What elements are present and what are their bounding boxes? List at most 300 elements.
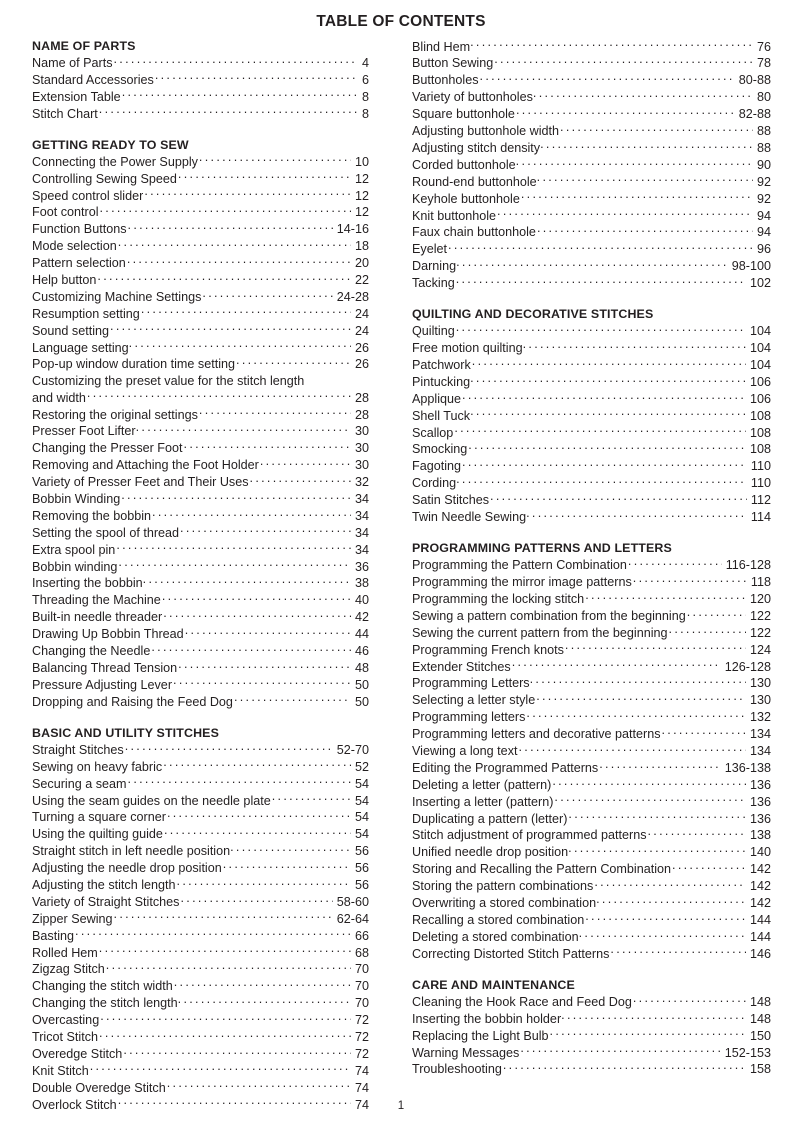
toc-entry-sewing-the-current-pattern-from-the-beginning[interactable] [412, 624, 771, 641]
toc-entry-title: Stitch adjustment of programmed patterns [412, 828, 647, 843]
dot-leader [99, 1028, 351, 1041]
toc-entry-title: Extra spool pin [32, 542, 116, 557]
toc-entry-title: Zipper Sewing [32, 911, 113, 926]
toc-entry-title: Resumption setting [32, 306, 140, 321]
toc-entry-title: Faux chain buttonhole [412, 225, 536, 240]
toc-entry-page: 76 [756, 39, 771, 54]
dot-leader [596, 894, 746, 907]
toc-entry-title: Storing the pattern combinations [412, 879, 594, 894]
toc-entry-language-setting[interactable] [32, 339, 369, 356]
toc-entry-title: Applique [412, 391, 462, 406]
toc-entry-resumption-setting[interactable] [32, 305, 369, 322]
section-heading-programming-patterns-and-letters: PROGRAMMING PATTERNS AND LETTERS [412, 541, 672, 556]
toc-entry-page: 54 [354, 776, 369, 791]
section-spacer [32, 122, 369, 137]
toc-entry-eyelet[interactable] [412, 241, 771, 258]
dot-leader [236, 356, 351, 369]
dot-leader [497, 207, 753, 220]
dot-leader [155, 71, 358, 84]
toc-entry-overedge-stitch[interactable] [32, 1045, 369, 1062]
toc-entry-smocking[interactable] [412, 441, 771, 458]
toc-entry-adjusting-buttonhole-width[interactable] [412, 122, 771, 139]
toc-entry-customizing-machine-settings[interactable] [32, 288, 369, 305]
toc-entry-bobbin-winding[interactable] [32, 558, 369, 575]
toc-entry-quilting[interactable] [412, 323, 771, 340]
toc-entry-balancing-thread-tension[interactable] [32, 659, 369, 676]
section-heading-quilting-and-decorative-stitches: QUILTING AND DECORATIVE STITCHES [412, 307, 654, 322]
toc-entry-scallop[interactable] [412, 424, 771, 441]
toc-entry-title: Help button [32, 272, 97, 287]
toc-entry-speed-control-slider[interactable] [32, 187, 369, 204]
toc-entry-page: 74 [354, 1063, 369, 1078]
toc-entry-selecting-a-letter-style[interactable] [412, 692, 771, 709]
dot-leader [585, 911, 746, 924]
toc-entry-page: 6 [361, 72, 369, 87]
toc-entry-darning[interactable] [412, 258, 771, 275]
toc-entry-title: Customizing the preset value for the stitch length [32, 373, 305, 388]
toc-entry-setting-the-spool-of-thread[interactable] [32, 524, 369, 541]
dot-leader [494, 55, 753, 68]
toc-entry-overcasting[interactable] [32, 1012, 369, 1029]
toc-entry-adjusting-stitch-density[interactable] [412, 139, 771, 156]
toc-entry-page: 134 [749, 744, 771, 759]
toc-entry-page: 130 [749, 693, 771, 708]
dot-leader [167, 809, 351, 822]
dot-leader [672, 861, 746, 874]
toc-entry-title: Standard Accessories [32, 72, 154, 87]
toc-entry-title: Buttonholes [412, 73, 479, 88]
toc-entry-title: Quilting [412, 324, 455, 339]
toc-entry-variety-of-presser-feet-and-their-uses[interactable] [32, 473, 369, 490]
toc-entry-continuation [32, 389, 369, 406]
dot-leader [118, 558, 351, 571]
toc-entry-page: 50 [354, 694, 369, 709]
dot-leader [568, 810, 746, 823]
toc-entry-page: 26 [354, 357, 369, 372]
toc-entry-programming-the-locking-stitch[interactable] [412, 590, 771, 607]
toc-entry-fagoting[interactable] [412, 458, 771, 475]
toc-entry-page: 98-100 [731, 259, 771, 274]
toc-entry-unified-needle-drop-position[interactable] [412, 844, 771, 861]
toc-entry-using-the-quilting-guide[interactable] [32, 826, 369, 843]
toc-entry-editing-the-programmed-patterns[interactable] [412, 759, 771, 776]
toc-entry-storing-the-pattern-combinations[interactable] [412, 878, 771, 895]
section-heading-getting-ready-to-sew: GETTING READY TO SEW [32, 137, 189, 152]
toc-entry-title: Removing and Attaching the Foot Holder [32, 458, 259, 473]
toc-entry-page: 118 [750, 575, 771, 590]
toc-column-right [401, 38, 802, 1078]
toc-entry-square-buttonhole[interactable] [412, 106, 771, 123]
dot-leader [151, 642, 351, 655]
toc-entry-page: 30 [354, 441, 369, 456]
dot-leader [184, 440, 351, 453]
toc-entry-page: 52-70 [336, 742, 369, 757]
toc-entry-double-overedge-stitch[interactable] [32, 1079, 369, 1096]
toc-entry-title: Inserting the bobbin [32, 576, 143, 591]
toc-entry-name-of-parts[interactable] [32, 54, 369, 71]
toc-entry-title: Threading the Machine [32, 593, 161, 608]
toc-entry-title: Cording [412, 476, 457, 491]
toc-entry-title: Presser Foot Lifter [32, 424, 136, 439]
dot-leader [454, 424, 746, 437]
toc-entry-title: Button Sewing [412, 56, 494, 71]
toc-entry-title: Pintucking [412, 374, 471, 389]
toc-entry-title: Programming the mirror image patterns [412, 575, 632, 590]
toc-entry-page: 12 [354, 205, 369, 220]
toc-entry-basting[interactable] [32, 927, 369, 944]
toc-entry-title: Controlling Sewing Speed [32, 171, 177, 186]
dot-leader [594, 878, 746, 891]
toc-entry-applique[interactable] [412, 390, 771, 407]
toc-entry-inserting-the-bobbin[interactable] [32, 575, 369, 592]
dot-leader [178, 170, 351, 183]
toc-entry-programming-letters[interactable] [412, 675, 771, 692]
toc-entry-restoring-the-original-settings[interactable] [32, 406, 369, 423]
toc-entry-page: 104 [749, 324, 771, 339]
toc-entry-page: 68 [354, 945, 369, 960]
dot-leader [520, 1044, 720, 1057]
toc-entry-title: Twin Needle Sewing [412, 510, 527, 525]
toc-entry-title: Turning a square corner [32, 810, 166, 825]
toc-entry-programming-french-knots[interactable] [412, 641, 771, 658]
dot-leader [100, 204, 351, 217]
toc-entry-changing-the-stitch-width[interactable] [32, 978, 369, 995]
dot-leader [123, 1045, 351, 1058]
toc-entry-dropping-and-raising-the-feed-dog[interactable] [32, 693, 369, 710]
toc-entry-page: 34 [354, 508, 369, 523]
toc-entry-title: Basting [32, 928, 75, 943]
toc-entry-pressure-adjusting-lever[interactable] [32, 676, 369, 693]
toc-entry-changing-the-presser-foot[interactable] [32, 440, 369, 457]
dot-leader [128, 221, 333, 234]
toc-entry-title: Mode selection [32, 239, 117, 254]
toc-entry-page: 78 [756, 56, 771, 71]
toc-entry-adjusting-the-stitch-length[interactable] [32, 876, 369, 893]
toc-entry-page: 14-16 [336, 222, 369, 237]
dot-leader [127, 255, 351, 268]
toc-entry-title: Satin Stitches [412, 493, 490, 508]
toc-entry-title: Balancing Thread Tension [32, 660, 178, 675]
dot-leader [250, 473, 351, 486]
dot-leader [128, 775, 351, 788]
toc-entry-title: Smocking [412, 442, 468, 457]
dot-leader [180, 524, 351, 537]
toc-entry-blind-hem[interactable] [412, 38, 771, 55]
toc-entry-page: 48 [354, 660, 369, 675]
toc-entry-page: 58-60 [336, 894, 369, 909]
toc-entry-title: Correcting Distorted Stitch Patterns [412, 946, 610, 961]
toc-entry-programming-letters-and-decorative-patterns[interactable] [412, 726, 771, 743]
toc-entry-corded-buttonhole[interactable] [412, 156, 771, 173]
dot-leader [90, 1062, 351, 1075]
toc-entry-page: 88 [756, 124, 771, 139]
dot-leader [100, 1012, 351, 1025]
dot-leader [162, 592, 351, 605]
dot-leader [536, 692, 746, 705]
toc-entry-title: Pressure Adjusting Lever [32, 677, 173, 692]
dot-leader [75, 927, 351, 940]
toc-entry-zipper-sewing[interactable] [32, 910, 369, 927]
toc-entry-title: Built-in needle threader [32, 610, 163, 625]
toc-entry-satin-stitches[interactable] [412, 492, 771, 509]
dot-leader [554, 793, 746, 806]
toc-entry-extender-stitches[interactable] [412, 658, 771, 675]
toc-entry-straight-stitch-in-left-needle-position[interactable] [32, 843, 369, 860]
toc-entry-button-sewing[interactable] [412, 55, 771, 72]
toc-entry-page: 34 [354, 525, 369, 540]
toc-entry-title: Editing the Programmed Patterns [412, 760, 599, 775]
toc-entry-straight-stitches[interactable] [32, 741, 369, 758]
dot-leader [99, 105, 358, 118]
toc-entry-drawing-up-bobbin-thread[interactable] [32, 626, 369, 643]
toc-entry-sewing-a-pattern-combination-from-the-beginning[interactable] [412, 607, 771, 624]
toc-entry-foot-control[interactable] [32, 204, 369, 221]
toc-entry-sewing-on-heavy-fabric[interactable] [32, 758, 369, 775]
toc-entry-page: 72 [354, 1013, 369, 1028]
toc-entry-page: 56 [354, 844, 369, 859]
toc-entry-round-end-buttonhole[interactable] [412, 173, 771, 190]
dot-leader [537, 173, 753, 186]
dot-leader [110, 322, 351, 335]
dot-leader [178, 995, 351, 1008]
toc-entry-page: 54 [354, 793, 369, 808]
toc-entry-using-the-seam-guides-on-the-needle-plate[interactable] [32, 792, 369, 809]
toc-entry-patchwork[interactable] [412, 356, 771, 373]
toc-entry-page: 148 [749, 994, 771, 1009]
toc-entry-shell-tuck[interactable] [412, 407, 771, 424]
toc-entry-tricot-stitch[interactable] [32, 1028, 369, 1045]
toc-entry-page: 62-64 [336, 911, 369, 926]
toc-entry-title: Name of Parts [32, 55, 113, 70]
dot-leader [167, 1079, 351, 1092]
toc-entry-bobbin-winding[interactable] [32, 490, 369, 507]
toc-entry-knit-stitch[interactable] [32, 1062, 369, 1079]
dot-leader [540, 139, 753, 152]
toc-entry-stitch-adjustment-of-programmed-patterns[interactable] [412, 827, 771, 844]
toc-entry-removing-the-bobbin[interactable] [32, 507, 369, 524]
dot-leader [106, 961, 351, 974]
toc-entry-page: 70 [354, 962, 369, 977]
toc-entry-threading-the-machine[interactable] [32, 592, 369, 609]
page-title: TABLE OF CONTENTS [316, 13, 486, 30]
toc-entry-title: Rolled Hem [32, 945, 98, 960]
toc-entry-title: Troubleshooting [412, 1062, 502, 1077]
toc-entry-securing-a-seam[interactable] [32, 775, 369, 792]
toc-entry-title: Programming Letters [412, 676, 530, 691]
dot-leader [174, 978, 351, 991]
dot-leader [648, 827, 746, 840]
toc-entry-title: Eyelet [412, 242, 448, 257]
dot-leader [173, 676, 351, 689]
dot-leader [163, 609, 351, 622]
toc-entry-title: Programming the locking stitch [412, 592, 585, 607]
dot-leader [687, 607, 746, 620]
toc-entry-title: Setting the spool of thread [32, 525, 180, 540]
toc-entry-extension-table[interactable] [32, 88, 369, 105]
toc-entry-rolled-hem[interactable] [32, 944, 369, 961]
toc-entry-correcting-distorted-stitch-patterns[interactable] [412, 945, 771, 962]
toc-entry-pintucking[interactable] [412, 373, 771, 390]
toc-entry-viewing-a-long-text[interactable] [412, 742, 771, 759]
toc-entry-deleting-a-letter-pattern[interactable] [412, 776, 771, 793]
dot-leader [152, 507, 351, 520]
toc-entry-page: 24 [354, 323, 369, 338]
dot-leader [585, 590, 746, 603]
toc-entry-twin-needle-sewing[interactable] [412, 508, 771, 525]
toc-entry-adjusting-the-needle-drop-position[interactable] [32, 859, 369, 876]
toc-entry-variety-of-straight-stitches[interactable] [32, 893, 369, 910]
toc-entry-cleaning-the-hook-race-and-feed-dog[interactable] [412, 993, 771, 1010]
dot-leader [114, 54, 358, 67]
dot-leader [526, 709, 746, 722]
toc-entry-overwriting-a-stored-combination[interactable] [412, 894, 771, 911]
toc-entry-recalling-a-stored-combination[interactable] [412, 911, 771, 928]
toc-entry-title: Adjusting the needle drop position [32, 861, 222, 876]
toc-entry-page: 114 [750, 510, 771, 525]
dot-leader [561, 1010, 746, 1023]
toc-entry-page: 56 [354, 861, 369, 876]
toc-entry-title: Recalling a stored combination [412, 912, 585, 927]
toc-entry-title: Dropping and Raising the Feed Dog [32, 694, 233, 709]
toc-entry-warning-messages[interactable] [412, 1044, 771, 1061]
toc-entry-replacing-the-light-bulb[interactable] [412, 1027, 771, 1044]
dot-leader [272, 792, 351, 805]
dot-leader [125, 741, 333, 754]
toc-entry-presser-foot-lifter[interactable] [32, 423, 369, 440]
toc-entry-zigzag-stitch[interactable] [32, 961, 369, 978]
toc-entry-page: 36 [354, 559, 369, 574]
toc-entry-title: Variety of Straight Stitches [32, 894, 180, 909]
dot-leader [456, 475, 747, 488]
dot-leader [223, 859, 351, 872]
toc-entry-standard-accessories[interactable] [32, 71, 369, 88]
toc-entry-title: Cleaning the Hook Race and Feed Dog [412, 994, 632, 1009]
toc-entry-knit-buttonhole[interactable] [412, 207, 771, 224]
toc-entry-variety-of-buttonholes[interactable] [412, 89, 771, 106]
toc-entry-title: Foot control [32, 205, 99, 220]
toc-entry-title: Adjusting the stitch length [32, 877, 176, 892]
toc-entry-changing-the-needle[interactable] [32, 642, 369, 659]
toc-entry-title: Programming letters [412, 710, 526, 725]
toc-entry-programming-the-pattern-combination[interactable] [412, 557, 771, 574]
toc-entry-page: 94 [756, 225, 771, 240]
toc-entry-buttonholes[interactable] [412, 72, 771, 89]
dot-leader [180, 893, 332, 906]
toc-entry-sound-setting[interactable] [32, 322, 369, 339]
toc-entry-extra-spool-pin[interactable] [32, 541, 369, 558]
toc-entry-page: 74 [354, 1080, 369, 1095]
toc-entry-page: 20 [354, 256, 369, 271]
toc-entry-pop-up-window-duration-time-setting[interactable] [32, 356, 369, 373]
dot-leader [462, 458, 747, 471]
toc-entry[interactable] [32, 373, 369, 406]
toc-entry-duplicating-a-pattern-letter[interactable] [412, 810, 771, 827]
toc-entry-page: 110 [750, 476, 771, 491]
toc-entry-help-button[interactable] [32, 271, 369, 288]
dot-leader [470, 407, 746, 420]
toc-entry-title: Drawing Up Bobbin Thread [32, 627, 184, 642]
dot-leader [560, 122, 753, 135]
toc-entry-page: 92 [756, 174, 771, 189]
toc-entry-page: 30 [354, 424, 369, 439]
dot-leader [530, 675, 746, 688]
toc-entry-inserting-a-letter-pattern[interactable] [412, 793, 771, 810]
toc-entry-page: 122 [749, 608, 771, 623]
dot-leader [456, 323, 746, 336]
toc-entry-function-buttons[interactable] [32, 221, 369, 238]
toc-entry-page: 82-88 [738, 107, 771, 122]
toc-entry-troubleshooting[interactable] [412, 1061, 771, 1078]
toc-entry-connecting-the-power-supply[interactable] [32, 153, 369, 170]
dot-leader [468, 441, 746, 454]
toc-entry-page: 28 [354, 390, 369, 405]
toc-entry-page: 10 [354, 154, 369, 169]
toc-entry-pattern-selection[interactable] [32, 255, 369, 272]
dot-leader [533, 89, 753, 102]
section-spacer [412, 291, 771, 306]
toc-entry-page: 24-28 [336, 289, 369, 304]
toc-entry-free-motion-quilting[interactable] [412, 340, 771, 357]
toc-entry-title: Keyhole buttonhole [412, 191, 520, 206]
toc-entry-page: 150 [749, 1028, 771, 1043]
toc-entry-page: 152-153 [724, 1045, 771, 1060]
toc-entry-page: 74 [354, 1097, 369, 1112]
toc-entry-page: 46 [354, 643, 369, 658]
dot-leader [185, 626, 351, 639]
toc-entry-page: 34 [354, 491, 369, 506]
toc-entry-page: 90 [756, 157, 771, 172]
section-spacer [32, 710, 369, 725]
toc-entry-faux-chain-buttonhole[interactable] [412, 224, 771, 241]
toc-entry-page: 110 [750, 459, 771, 474]
toc-entry-removing-and-attaching-the-foot-holder[interactable] [32, 457, 369, 474]
toc-entry-page: 96 [756, 242, 771, 257]
toc-entry-tacking[interactable] [412, 274, 771, 291]
toc-entry-title: Variety of buttonholes [412, 90, 533, 105]
toc-entry-programming-the-mirror-image-patterns[interactable] [412, 574, 771, 591]
dot-leader [565, 641, 746, 654]
toc-entry-page: 140 [749, 845, 771, 860]
dot-leader [568, 844, 746, 857]
dot-leader [144, 187, 351, 200]
dot-leader [579, 928, 746, 941]
toc-entry-keyhole-buttonhole[interactable] [412, 190, 771, 207]
toc-entry-inserting-the-bobbin-holder[interactable] [412, 1010, 771, 1027]
dot-leader [178, 659, 351, 672]
dot-leader [164, 826, 351, 839]
toc-entry-programming-letters[interactable] [412, 709, 771, 726]
toc-entry-turning-a-square-corner[interactable] [32, 809, 369, 826]
toc-entry-page: 94 [756, 208, 771, 223]
section-spacer [412, 962, 771, 977]
toc-entry-storing-and-recalling-the-pattern-combination[interactable] [412, 861, 771, 878]
dot-leader [448, 241, 753, 254]
dot-leader [260, 457, 351, 470]
toc-entry-deleting-a-stored-combination[interactable] [412, 928, 771, 945]
toc-entry-changing-the-stitch-length[interactable] [32, 995, 369, 1012]
toc-entry-title: Double Overedge Stitch [32, 1080, 166, 1095]
toc-entry-cording[interactable] [412, 475, 771, 492]
toc-entry-title: Overedge Stitch [32, 1046, 123, 1061]
toc-entry-page: 4 [361, 55, 369, 70]
dot-leader [480, 72, 735, 85]
toc-entry-mode-selection[interactable] [32, 238, 369, 255]
toc-entry-page: 130 [749, 676, 771, 691]
toc-entry-built-in-needle-threader[interactable] [32, 609, 369, 626]
toc-entry-stitch-chart[interactable] [32, 105, 369, 122]
dot-leader [163, 758, 351, 771]
toc-entry-controlling-sewing-speed[interactable] [32, 170, 369, 187]
